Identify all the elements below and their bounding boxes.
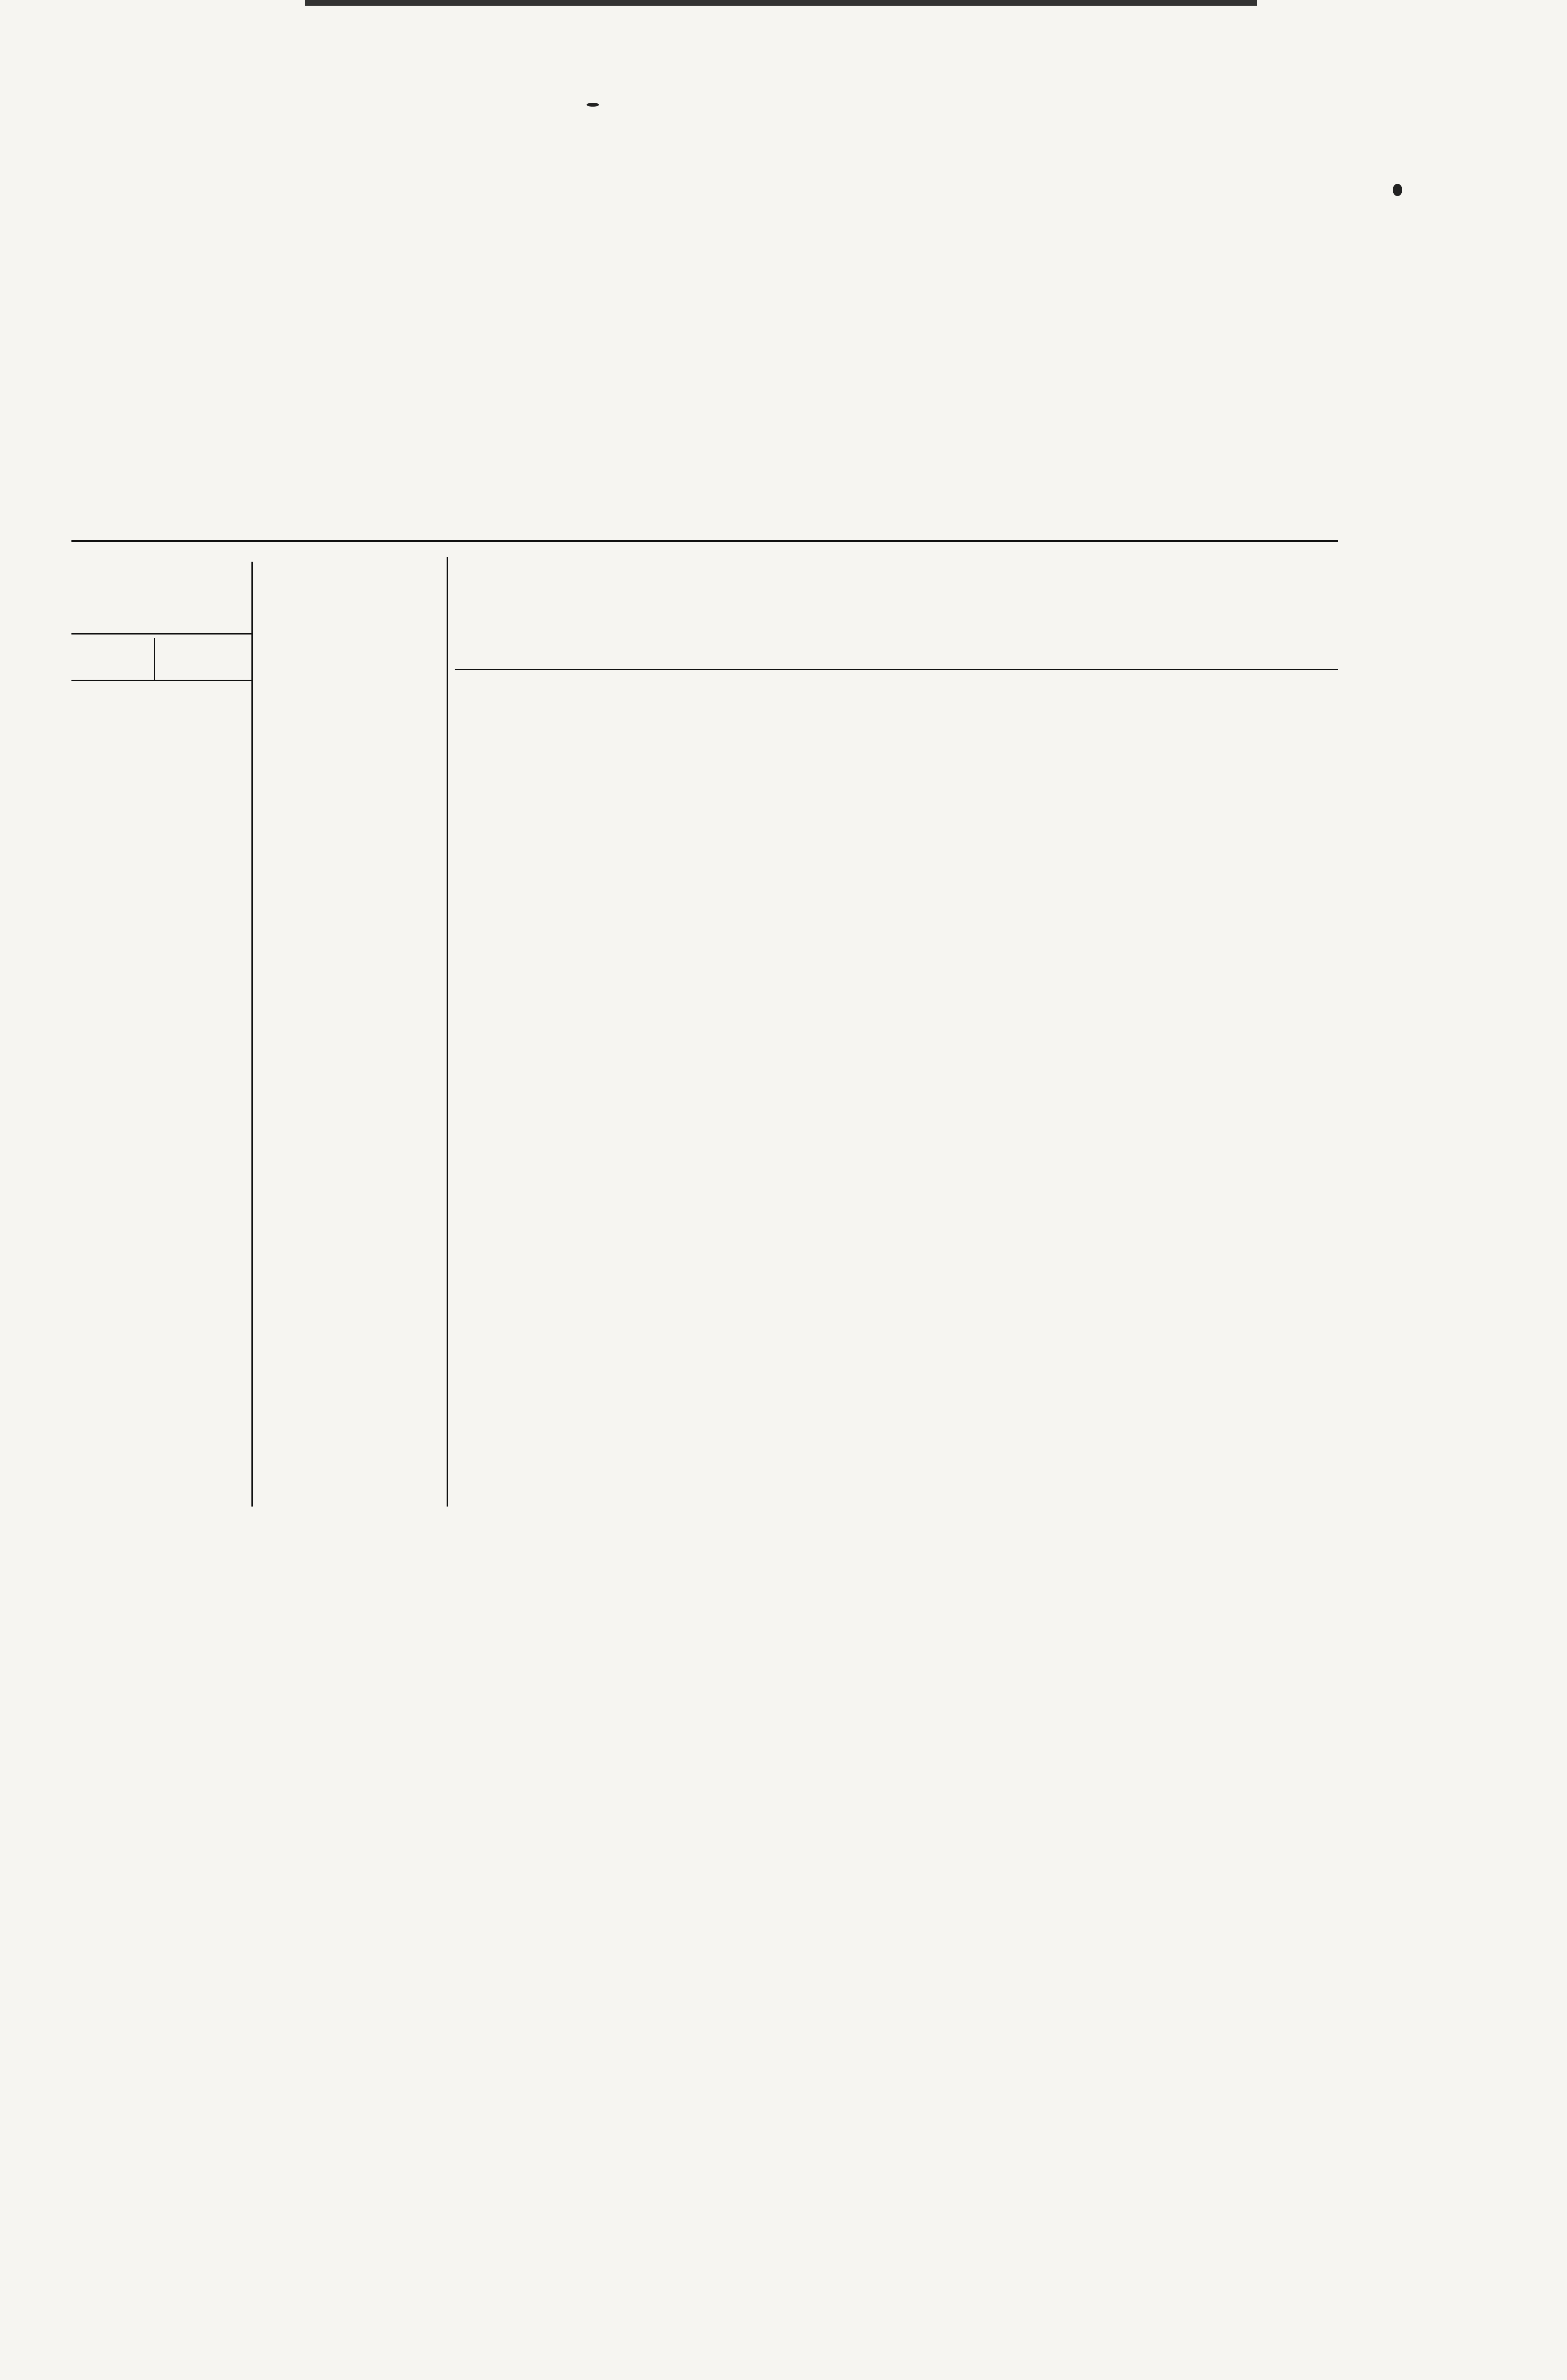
scan-speck	[1393, 184, 1402, 196]
date-tribe-divider	[447, 557, 448, 1507]
scan-top-band	[305, 0, 1257, 6]
page-date-divider	[251, 562, 253, 1507]
tribe-header-rule	[455, 669, 1338, 670]
table-top-rule	[71, 540, 1338, 542]
vol-page-divider	[154, 638, 155, 681]
scan-speck	[587, 103, 599, 107]
subheader-rule	[71, 680, 251, 681]
statutes-header-rule	[71, 633, 251, 635]
